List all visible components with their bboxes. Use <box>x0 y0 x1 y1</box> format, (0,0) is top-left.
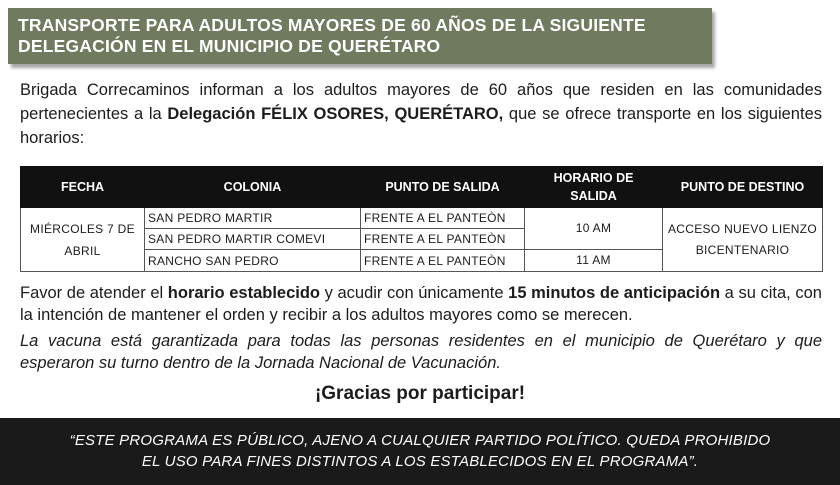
intro-text-before: Brigada Correcaminos informan a los adultos mayores de 60 años que residen en las comunidades pertenecientes a la <box>20 81 822 123</box>
header-punto-destino: PUNTO DE DESTINO <box>663 167 823 208</box>
notice-horario: horario establecido <box>167 284 321 302</box>
cell-punto-salida: FRENTE A EL PANTEÒN <box>361 229 525 250</box>
intro-paragraph <box>20 78 822 150</box>
notice-paragraph <box>20 282 822 326</box>
thanks-message: ¡Gracias por participar! <box>314 383 526 404</box>
notice-anticipacion: 15 minutos de anticipación <box>508 284 721 302</box>
page-title <box>8 8 712 64</box>
table-header-row <box>21 167 823 208</box>
header-punto-salida: PUNTO DE SALIDA <box>361 167 525 208</box>
cell-colonia: RANCHO SAN PEDRO <box>145 250 361 272</box>
title-line-1: TRANSPORTE PARA ADULTOS MAYORES DE 60 AÑOS DE LA SIGUIENTE <box>18 15 646 35</box>
cell-punto-salida: FRENTE A EL PANTEÒN <box>361 250 525 272</box>
intro-text-after: que se ofrece transporte en los siguientes horarios: <box>20 105 822 147</box>
cell-punto-salida: FRENTE A EL PANTEÒN <box>361 208 525 229</box>
table-row <box>21 208 823 229</box>
header-horario-salida: HORARIO DE SALIDA <box>525 167 663 208</box>
cell-fecha: MIÉRCOLES 7 DE ABRIL <box>21 208 145 272</box>
notice-text-3: a su cita, con la intención de mantener el orden y recibir a los adultos mayores como se merecen. <box>20 284 822 324</box>
intro-delegacion: Delegación FÉLIX OSORES, QUERÉTARO, <box>167 105 504 123</box>
title-line-2: DELEGACIÓN EN EL MUNICIPIO DE QUERÉTARO <box>18 36 441 56</box>
cell-horario: 10 AM <box>525 208 663 250</box>
notice-text-2: y acudir con únicamente <box>320 284 509 302</box>
legal-footer <box>0 418 840 485</box>
footer-line-1: “ESTE PROGRAMA ES PÚBLICO, AJENO A CUALQUIER PARTIDO POLÍTICO. QUEDA PROHIBIDO <box>69 432 771 449</box>
notice-text-1: Favor de atender el <box>20 284 168 302</box>
cell-horario: 11 AM <box>525 250 663 272</box>
vaccine-note: La vacuna está garantizada para todas las personas residentes en el municipio de Querétaro y que esperaron su turno dentro de la Jornada Nacional de Vacunación. <box>20 332 822 372</box>
footer-line-2: EL USO PARA FINES DISTINTOS A LOS ESTABLECIDOS EN EL PROGRAMA”. <box>141 453 699 470</box>
cell-destino: ACCESO NUEVO LIENZO BICENTENARIO <box>663 208 823 272</box>
cell-colonia: SAN PEDRO MARTIR COMEVI <box>145 229 361 250</box>
header-colonia: COLONIA <box>145 167 361 208</box>
cell-colonia: SAN PEDRO MARTIR <box>145 208 361 229</box>
header-fecha: FECHA <box>21 167 145 208</box>
schedule-table <box>20 166 823 272</box>
